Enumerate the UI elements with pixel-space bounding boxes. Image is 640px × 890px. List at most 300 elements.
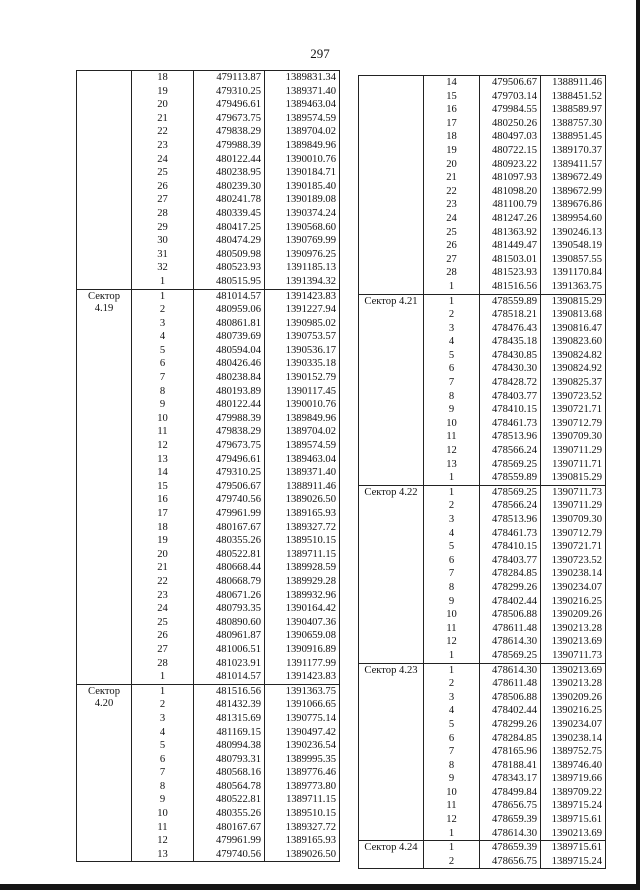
x-coordinate: 478428.72 — [491, 377, 537, 389]
y-coordinate: 1390711.29 — [552, 445, 602, 457]
point-number: 4 — [159, 726, 166, 738]
point-number: 10 — [446, 786, 457, 798]
x-coordinate: 478559.89 — [491, 295, 537, 307]
y-coordinate: 1390815.29 — [551, 295, 602, 307]
sector-row — [359, 294, 606, 485]
point-number: 1 — [448, 280, 455, 292]
point-number: 13 — [157, 848, 168, 860]
y-coordinate: 1388451.52 — [551, 90, 602, 102]
sector-label: Сектор 4.19 — [77, 289, 132, 684]
x-coordinate: 479740.56 — [215, 494, 261, 506]
y-coordinate: 1389026.50 — [285, 494, 336, 506]
x-coordinate: 478513.96 — [491, 431, 537, 443]
y-coordinate: 1389165.93 — [285, 508, 336, 519]
x-coordinate: 478569.25 — [491, 649, 537, 661]
point-number: 21 — [157, 562, 168, 574]
point-number-column — [424, 841, 480, 869]
x-coordinate: 480890.60 — [215, 616, 261, 628]
point-number-column — [132, 684, 194, 862]
x-coordinate: 479506.67 — [491, 77, 537, 88]
y-coordinate: 1389831.34 — [285, 72, 336, 83]
y-coordinate: 1388951.45 — [551, 131, 602, 143]
y-coordinate: 1390825.37 — [551, 377, 602, 389]
point-number: 12 — [157, 440, 168, 452]
y-coordinate: 1389704.02 — [285, 126, 336, 138]
x-coordinate: 481247.26 — [491, 212, 537, 224]
x-coordinate-column — [480, 76, 541, 295]
y-coordinate: 1389704.02 — [285, 426, 336, 438]
x-coordinate: 480241.78 — [215, 194, 261, 206]
point-number: 25 — [157, 616, 168, 628]
x-coordinate: 480355.26 — [215, 808, 261, 820]
point-number: 2 — [448, 309, 455, 321]
x-coordinate: 480861.81 — [215, 317, 261, 329]
x-coordinate: 478499.84 — [491, 786, 537, 798]
y-coordinate: 1390985.02 — [285, 317, 336, 329]
y-coordinate: 1390824.82 — [551, 349, 602, 361]
sector-row — [359, 663, 606, 841]
x-coordinate: 481523.93 — [491, 267, 537, 279]
y-coordinate: 1389371.40 — [285, 85, 336, 97]
x-coordinate: 480959.06 — [215, 304, 261, 316]
point-number: 16 — [157, 494, 168, 506]
x-coordinate: 478659.39 — [491, 814, 537, 826]
point-number: 1 — [159, 671, 166, 683]
point-number: 14 — [446, 77, 457, 88]
y-coordinate: 1390209.26 — [551, 691, 602, 703]
x-coordinate: 479961.99 — [215, 508, 261, 519]
y-coordinate: 1389849.96 — [285, 139, 336, 151]
x-coordinate: 480961.87 — [215, 630, 261, 642]
x-coordinate: 478402.44 — [491, 705, 537, 717]
point-number: 20 — [446, 158, 457, 170]
x-coordinate: 478506.88 — [491, 609, 537, 621]
point-number: 28 — [157, 207, 168, 219]
point-number: 9 — [159, 399, 166, 411]
point-number: 32 — [157, 262, 168, 274]
y-coordinate: 1390769.99 — [285, 235, 336, 247]
x-coordinate: 481169.15 — [216, 726, 261, 738]
point-number: 20 — [157, 99, 168, 111]
y-coordinate: 1390548.19 — [551, 240, 602, 252]
x-coordinate: 480339.45 — [215, 207, 261, 219]
x-coordinate: 481503.01 — [491, 253, 537, 265]
point-number: 3 — [159, 712, 166, 724]
point-number: 1 — [448, 472, 455, 484]
point-number: 7 — [448, 746, 455, 758]
y-coordinate: 1390916.89 — [285, 643, 336, 655]
y-coordinate-column — [541, 76, 606, 295]
x-coordinate: 480167.67 — [215, 821, 261, 833]
point-number: 18 — [157, 521, 168, 533]
y-coordinate: 1390164.42 — [285, 603, 336, 615]
point-number: 4 — [448, 705, 455, 717]
point-number: 6 — [448, 732, 455, 744]
y-coordinate: 1390536.17 — [285, 344, 336, 356]
x-coordinate: 478402.44 — [491, 595, 537, 607]
x-coordinate-column — [194, 71, 265, 290]
x-coordinate: 481014.57 — [215, 671, 261, 683]
point-number: 7 — [159, 372, 166, 384]
x-coordinate-column — [480, 485, 541, 663]
x-coordinate: 480417.25 — [215, 221, 261, 233]
x-coordinate: 480515.95 — [215, 275, 261, 287]
point-number: 5 — [159, 740, 166, 752]
point-number: 24 — [446, 212, 457, 224]
y-coordinate: 1389715.61 — [551, 842, 602, 854]
y-coordinate: 1389932.96 — [285, 589, 336, 601]
x-coordinate: 478656.75 — [491, 800, 537, 812]
y-coordinate: 1390234.07 — [551, 718, 602, 730]
y-coordinate: 1390712.79 — [551, 417, 602, 429]
point-number: 16 — [446, 104, 457, 116]
y-coordinate: 1390209.26 — [551, 609, 602, 621]
x-coordinate: 481014.57 — [215, 290, 261, 302]
y-coordinate: 1389715.24 — [551, 800, 602, 812]
point-number: 1 — [448, 295, 455, 307]
point-number: 8 — [448, 581, 455, 593]
sector-row — [359, 485, 606, 663]
x-coordinate: 479703.14 — [491, 90, 537, 102]
x-coordinate: 478403.77 — [491, 390, 537, 402]
point-number-column — [424, 294, 480, 485]
point-number: 12 — [446, 814, 457, 826]
x-coordinate: 481006.51 — [215, 643, 261, 655]
point-number: 17 — [157, 508, 168, 519]
x-coordinate: 479988.39 — [215, 139, 261, 151]
point-number: 9 — [159, 794, 166, 806]
scan-edge-right — [636, 0, 640, 890]
y-coordinate: 1391423.83 — [285, 290, 336, 302]
x-coordinate: 478188.41 — [491, 759, 537, 771]
point-number: 10 — [446, 417, 457, 429]
x-coordinate: 478656.75 — [491, 855, 537, 867]
y-coordinate-column — [541, 841, 606, 869]
sector-label: Сектор 4.20 — [77, 684, 132, 862]
x-coordinate: 479740.56 — [215, 848, 261, 860]
point-number: 12 — [446, 445, 457, 457]
x-coordinate: 478284.85 — [491, 732, 537, 744]
point-number: 24 — [157, 153, 168, 165]
x-coordinate: 478518.21 — [491, 309, 537, 321]
point-number: 27 — [157, 643, 168, 655]
x-coordinate: 480238.84 — [215, 372, 261, 384]
y-coordinate-column — [265, 684, 340, 862]
x-coordinate: 481432.39 — [215, 699, 261, 711]
y-coordinate: 1389165.93 — [285, 835, 336, 847]
sector-label: Сектор 4.24 — [359, 841, 424, 869]
point-number: 9 — [448, 404, 455, 416]
y-coordinate: 1390709.30 — [551, 514, 602, 525]
x-coordinate: 478410.15 — [491, 541, 537, 553]
x-coordinate-column — [194, 684, 265, 862]
y-coordinate: 1389170.37 — [551, 144, 602, 156]
x-coordinate: 479506.67 — [215, 480, 261, 492]
x-coordinate: 480668.79 — [215, 575, 261, 587]
x-coordinate: 481315.69 — [215, 712, 261, 724]
y-coordinate: 1389411.57 — [552, 158, 602, 170]
x-coordinate: 481363.92 — [491, 226, 537, 238]
y-coordinate-column — [541, 485, 606, 663]
x-coordinate: 478611.48 — [492, 622, 537, 634]
sector-row — [359, 841, 606, 869]
point-number-column — [424, 663, 480, 841]
y-coordinate: 1389676.86 — [551, 199, 602, 211]
y-coordinate: 1390711.73 — [552, 486, 602, 498]
x-coordinate: 480239.30 — [215, 180, 261, 192]
y-coordinate: 1390659.08 — [285, 630, 336, 642]
x-coordinate: 479988.39 — [215, 412, 261, 424]
scan-edge-bottom — [0, 884, 640, 890]
point-number: 2 — [448, 855, 455, 867]
y-coordinate: 1389574.59 — [285, 440, 336, 452]
point-number: 23 — [157, 589, 168, 601]
point-number: 5 — [448, 349, 455, 361]
coordinates-table-left-body — [77, 71, 340, 862]
x-coordinate: 480739.69 — [215, 331, 261, 343]
x-coordinate: 479496.61 — [215, 99, 261, 111]
x-coordinate: 478403.77 — [491, 554, 537, 566]
sector-label — [77, 71, 132, 290]
y-coordinate: 1390775.14 — [285, 712, 336, 724]
point-number: 18 — [446, 131, 457, 143]
x-coordinate: 480522.81 — [215, 794, 261, 806]
x-coordinate: 478614.30 — [491, 664, 537, 676]
y-coordinate: 1389709.22 — [551, 786, 602, 798]
x-coordinate: 480793.31 — [215, 753, 261, 765]
x-coordinate: 478165.96 — [491, 746, 537, 758]
x-coordinate: 478430.85 — [491, 349, 537, 361]
y-coordinate: 1389672.99 — [551, 185, 602, 197]
point-number: 17 — [446, 117, 457, 129]
y-coordinate: 1390213.69 — [551, 827, 602, 839]
x-coordinate-column — [194, 289, 265, 684]
y-coordinate: 1389510.15 — [285, 535, 336, 547]
sector-row — [359, 76, 606, 295]
point-number: 6 — [448, 363, 455, 375]
point-number: 4 — [448, 336, 455, 348]
y-coordinate: 1390857.55 — [551, 253, 602, 265]
y-coordinate: 1391227.94 — [285, 304, 336, 316]
point-number: 27 — [157, 194, 168, 206]
x-coordinate: 480167.67 — [215, 521, 261, 533]
x-coordinate: 479310.25 — [215, 467, 261, 479]
point-number: 24 — [157, 603, 168, 615]
point-number: 10 — [446, 609, 457, 621]
x-coordinate: 479113.87 — [216, 72, 261, 83]
point-number: 26 — [446, 240, 457, 252]
sector-label — [359, 76, 424, 295]
y-coordinate: 1391185.13 — [286, 262, 336, 274]
y-coordinate: 1389510.15 — [285, 808, 336, 820]
x-coordinate: 480122.44 — [215, 153, 261, 165]
point-number: 1 — [448, 486, 455, 498]
x-coordinate: 480250.26 — [491, 117, 537, 129]
point-number: 25 — [446, 226, 457, 238]
x-coordinate: 480568.16 — [215, 767, 261, 779]
sector-label: Сектор 4.23 — [359, 663, 424, 841]
y-coordinate: 1390335.18 — [285, 358, 336, 370]
x-coordinate: 480522.81 — [215, 548, 261, 560]
y-coordinate: 1389574.59 — [285, 112, 336, 124]
y-coordinate: 1390721.71 — [551, 404, 602, 416]
x-coordinate: 480523.93 — [215, 262, 261, 274]
y-coordinate: 1390374.24 — [285, 207, 336, 219]
point-number: 11 — [446, 431, 457, 443]
point-number: 9 — [448, 595, 455, 607]
point-number: 1 — [448, 664, 455, 676]
y-coordinate: 1390407.36 — [285, 616, 336, 628]
point-number: 11 — [157, 821, 168, 833]
point-number: 18 — [157, 72, 168, 83]
point-number: 8 — [448, 390, 455, 402]
y-coordinate: 1389715.61 — [551, 814, 602, 826]
page-number: 297 — [310, 46, 330, 61]
x-coordinate: 480671.26 — [215, 589, 261, 601]
y-coordinate: 1390711.29 — [552, 500, 602, 512]
x-coordinate-column — [480, 294, 541, 485]
point-number: 6 — [159, 753, 166, 765]
y-coordinate: 1390816.47 — [551, 322, 602, 334]
x-coordinate: 479961.99 — [215, 835, 261, 847]
x-coordinate: 478566.24 — [491, 445, 537, 457]
x-coordinate: 478461.73 — [491, 417, 537, 429]
x-coordinate: 481100.79 — [492, 199, 537, 211]
coordinates-table-right — [358, 75, 606, 869]
point-number: 8 — [159, 385, 166, 397]
y-coordinate: 1390236.54 — [285, 740, 336, 752]
y-coordinate: 1389327.72 — [285, 521, 336, 533]
point-number: 8 — [159, 780, 166, 792]
point-number: 22 — [157, 575, 168, 587]
y-coordinate: 1389752.75 — [551, 746, 602, 758]
x-coordinate: 481098.20 — [491, 185, 537, 197]
point-number: 2 — [159, 699, 166, 711]
y-coordinate: 1389995.35 — [285, 753, 336, 765]
y-coordinate: 1390010.76 — [285, 399, 336, 411]
point-number: 3 — [448, 514, 455, 525]
y-coordinate: 1390216.25 — [551, 595, 602, 607]
point-number: 4 — [448, 527, 455, 539]
point-number: 15 — [157, 480, 168, 492]
x-coordinate: 479673.75 — [215, 440, 261, 452]
y-coordinate: 1390815.29 — [551, 472, 602, 484]
coordinates-table-left — [76, 70, 340, 862]
x-coordinate: 478559.89 — [491, 472, 537, 484]
y-coordinate: 1389463.04 — [285, 99, 336, 111]
y-coordinate: 1390723.52 — [551, 554, 602, 566]
point-number: 11 — [157, 426, 168, 438]
x-coordinate: 480426.46 — [215, 358, 261, 370]
point-number: 1 — [159, 275, 166, 287]
y-coordinate: 1390213.69 — [551, 636, 602, 648]
x-coordinate: 478410.15 — [491, 404, 537, 416]
point-number: 31 — [157, 248, 168, 260]
point-number: 19 — [157, 535, 168, 547]
x-coordinate: 478299.26 — [491, 581, 537, 593]
y-coordinate: 1390709.30 — [551, 431, 602, 443]
y-coordinate: 1390238.14 — [551, 732, 602, 744]
x-coordinate-column — [480, 841, 541, 869]
point-number: 19 — [446, 144, 457, 156]
x-coordinate: 478569.25 — [491, 458, 537, 470]
x-coordinate: 478435.18 — [491, 336, 537, 348]
point-number: 7 — [159, 767, 166, 779]
y-coordinate: 1391066.65 — [285, 699, 336, 711]
x-coordinate: 478611.48 — [492, 678, 537, 690]
point-number-column — [132, 289, 194, 684]
y-coordinate: 1389672.49 — [551, 172, 602, 184]
y-coordinate: 1390189.08 — [285, 194, 336, 206]
x-coordinate: 480497.03 — [491, 131, 537, 143]
y-coordinate: 1390824.92 — [551, 363, 602, 375]
y-coordinate-column — [265, 71, 340, 290]
point-number: 7 — [448, 568, 455, 580]
point-number: 15 — [446, 90, 457, 102]
point-number: 7 — [448, 377, 455, 389]
sector-label: Сектор 4.21 — [359, 294, 424, 485]
x-coordinate: 481516.56 — [215, 685, 261, 697]
point-number: 1 — [159, 685, 166, 697]
y-coordinate: 1390813.68 — [551, 309, 602, 321]
point-number: 5 — [448, 718, 455, 730]
x-coordinate: 480238.95 — [215, 167, 261, 179]
x-coordinate: 480122.44 — [215, 399, 261, 411]
sector-row — [77, 289, 340, 684]
y-coordinate: 1389929.28 — [285, 575, 336, 587]
y-coordinate-column — [265, 289, 340, 684]
point-number: 23 — [446, 199, 457, 211]
x-coordinate: 478506.88 — [491, 691, 537, 703]
point-number: 1 — [448, 827, 455, 839]
y-coordinate: 1388757.30 — [551, 117, 602, 129]
y-coordinate: 1389773.80 — [285, 780, 336, 792]
y-coordinate: 1390117.45 — [286, 385, 336, 397]
x-coordinate: 480355.26 — [215, 535, 261, 547]
point-number: 21 — [446, 172, 457, 184]
x-coordinate: 478284.85 — [491, 568, 537, 580]
y-coordinate: 1390185.40 — [285, 180, 336, 192]
y-coordinate: 1390976.25 — [285, 248, 336, 260]
point-number: 28 — [446, 267, 457, 279]
point-number: 23 — [157, 139, 168, 151]
point-number: 21 — [157, 112, 168, 124]
y-coordinate: 1390568.60 — [285, 221, 336, 233]
x-coordinate: 478430.30 — [491, 363, 537, 375]
point-number: 8 — [448, 759, 455, 771]
point-number: 20 — [157, 548, 168, 560]
point-number: 4 — [159, 331, 166, 343]
point-number: 25 — [157, 167, 168, 179]
y-coordinate: 1390753.57 — [285, 331, 336, 343]
y-coordinate: 1389026.50 — [285, 848, 336, 860]
point-number: 2 — [448, 678, 455, 690]
x-coordinate: 479673.75 — [215, 112, 261, 124]
point-number: 22 — [446, 185, 457, 197]
x-coordinate: 478566.24 — [491, 500, 537, 512]
sector-row — [77, 71, 340, 290]
point-number: 29 — [157, 221, 168, 233]
x-coordinate: 478343.17 — [491, 773, 537, 785]
point-number-column — [424, 76, 480, 295]
y-coordinate: 1390152.79 — [285, 372, 336, 384]
point-number: 3 — [448, 322, 455, 334]
point-number: 1 — [448, 842, 455, 854]
y-coordinate: 1389711.15 — [286, 548, 336, 560]
y-coordinate: 1389711.15 — [286, 794, 336, 806]
x-coordinate: 480193.89 — [215, 385, 261, 397]
point-number-column — [424, 485, 480, 663]
